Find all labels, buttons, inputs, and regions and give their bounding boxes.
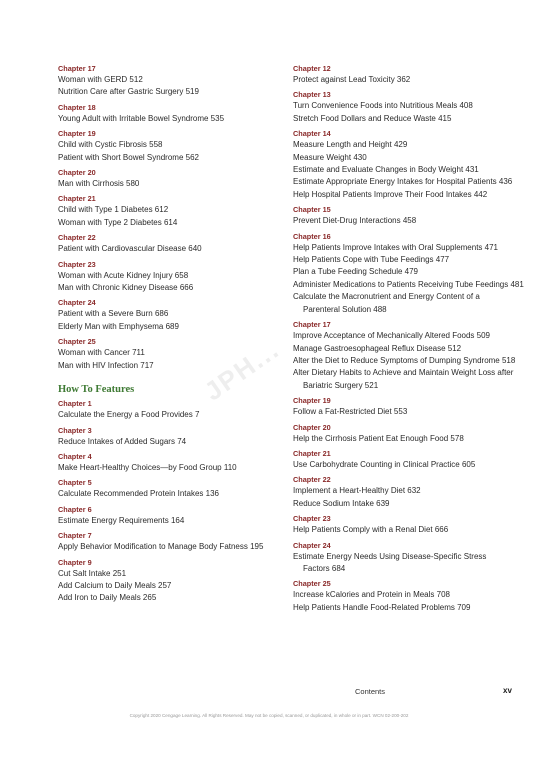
chapter-heading: Chapter 21 <box>58 194 96 204</box>
toc-entry-text: Improve Acceptance of Mechanically Altered Foods 509 <box>293 331 490 341</box>
toc-entry: Patient with Cardiovascular Disease 640 <box>58 244 202 254</box>
toc-entry <box>293 433 525 445</box>
toc-entry: Elderly Man with Emphysema 689 <box>58 321 179 331</box>
toc-entry <box>293 355 525 367</box>
toc-entry-text: Help Patients Improve Intakes with Oral Supplements 471 <box>293 242 498 252</box>
toc-entry <box>293 266 525 278</box>
toc-entry: Cut Salt Intake 251 <box>58 568 127 578</box>
chapter-heading: Chapter 19 <box>58 129 96 139</box>
toc-entry <box>293 215 525 227</box>
toc-entry-text: Help Hospital Patients Improve Their Food Intakes 442 <box>293 189 488 199</box>
toc-entry-text: Protect against Lead Toxicity 362 <box>293 75 411 84</box>
toc-entry-text: Follow a Fat-Restricted Diet 553 <box>293 407 408 417</box>
toc-entry <box>293 189 525 201</box>
toc-entry: Man with Cirrhosis 580 <box>58 179 140 189</box>
section-title: How To Features <box>58 384 135 396</box>
watermark: JPH... <box>198 333 285 407</box>
toc-entry <box>293 176 525 188</box>
toc-entry <box>293 524 525 536</box>
toc-entry-text: Administer Medications to Patients Receiving Tube Feedings 481 <box>293 279 524 289</box>
chapter-heading: Chapter 6 <box>58 504 92 514</box>
toc-entry <box>293 152 525 164</box>
toc-entry-text: Stretch Food Dollars and Reduce Waste 415 <box>293 113 452 123</box>
toc-entry: Child with Cystic Fibrosis 558 <box>58 140 163 150</box>
chapter-heading: Chapter 12 <box>293 64 331 73</box>
left-column <box>58 60 280 605</box>
toc-entry <box>293 164 525 176</box>
toc-entry <box>293 242 525 254</box>
toc-entry: Calculate the Energy a Food Provides 7 <box>58 410 200 420</box>
chapter-heading: Chapter 24 <box>58 298 96 308</box>
toc-entry: Nutrition Care after Gastric Surgery 519 <box>58 87 199 97</box>
toc-entry-continuation: Bariatric Surgery 521 <box>303 380 379 390</box>
toc-entry <box>293 291 525 316</box>
toc-entry-text: Measure Length and Height 429 <box>293 140 408 150</box>
toc-entry <box>293 139 525 151</box>
toc-entry-text: Manage Gastroesophageal Reflux Disease 512 <box>293 343 462 353</box>
toc-entry <box>293 551 525 576</box>
chapter-heading: Chapter 7 <box>58 531 92 541</box>
toc-entry: Make Heart-Healthy Choices—by Food Group 110 <box>58 462 237 472</box>
toc-entry <box>293 74 525 86</box>
chapter-heading: Chapter 22 <box>58 233 96 243</box>
chapter-heading: Chapter 24 <box>293 540 331 550</box>
toc-entry: Woman with Type 2 Diabetes 614 <box>58 217 178 227</box>
toc-entry-text: Calculate the Macronutrient and Energy Content of a <box>293 292 480 302</box>
chapter-heading: Chapter 25 <box>58 337 96 347</box>
toc-entry: Woman with Cancer 711 <box>58 348 145 358</box>
toc-entry-text: Turn Convenience Foods into Nutritious Meals 408 <box>293 101 473 111</box>
toc-entry-text: Plan a Tube Feeding Schedule 479 <box>293 267 418 277</box>
chapter-heading: Chapter 20 <box>293 422 331 432</box>
toc-entry: Woman with GERD 512 <box>58 75 143 84</box>
chapter-heading: Chapter 14 <box>293 129 331 139</box>
toc-entry <box>293 100 525 112</box>
toc-entry-text: Prevent Diet-Drug Interactions 458 <box>293 216 417 226</box>
toc-entry-text: Alter the Diet to Reduce Symptoms of Dumping Syndrome 518 <box>293 355 516 365</box>
chapter-heading: Chapter 1 <box>58 399 92 409</box>
toc-entry: Young Adult with Irritable Bowel Syndrome 535 <box>58 113 225 123</box>
toc-entry <box>293 330 525 342</box>
toc-entry: Estimate Energy Requirements 164 <box>58 515 185 525</box>
chapter-heading: Chapter 25 <box>293 579 331 589</box>
chapter-heading: Chapter 16 <box>293 231 331 241</box>
chapter-heading: Chapter 15 <box>293 205 331 215</box>
toc-entry <box>293 113 525 125</box>
chapter-heading: Chapter 17 <box>58 64 96 73</box>
chapter-heading: Chapter 19 <box>293 396 331 406</box>
chapter-heading: Chapter 4 <box>58 451 92 461</box>
toc-entry: Apply Behavior Modification to Manage Body Fatness 195 <box>58 542 264 552</box>
toc-entry <box>293 343 525 355</box>
toc-entry-text: Help Patients Comply with a Renal Diet 666 <box>293 525 449 535</box>
toc-entry: Calculate Recommended Protein Intakes 136 <box>58 489 219 499</box>
toc-entry-text: Help Patients Cope with Tube Feedings 477 <box>293 255 450 265</box>
toc-entry <box>293 254 525 266</box>
toc-entry <box>293 485 525 497</box>
chapter-heading: Chapter 3 <box>58 425 92 435</box>
toc-entry: Add Calcium to Daily Meals 257 <box>58 580 172 590</box>
toc-entry <box>293 406 525 418</box>
toc-entry: Man with Chronic Kidney Disease 666 <box>58 283 194 293</box>
toc-entry: Patient with Short Bowel Syndrome 562 <box>58 152 199 162</box>
toc-entry <box>293 459 525 471</box>
toc-entry: Patient with a Severe Burn 686 <box>58 309 169 319</box>
toc-entry: Child with Type 1 Diabetes 612 <box>58 205 169 215</box>
toc-entry-continuation: Parenteral Solution 488 <box>303 304 387 314</box>
toc-entry-text: Alter Dietary Habits to Achieve and Maintain Weight Loss after <box>293 368 514 378</box>
toc-entry: Man with HIV Infection 717 <box>58 360 154 370</box>
toc-entry-text: Help the Cirrhosis Patient Eat Enough Food 578 <box>293 433 464 443</box>
toc-entry-text: Help Patients Handle Food-Related Problems 709 <box>293 602 471 612</box>
toc-entry <box>293 279 525 291</box>
footer-label: Contents <box>355 687 386 696</box>
copyright-notice: Copyright 2020 Cengage Learning. All Rights Reserved. May not be copied, scanned, or duplicated, in whole or in part. WCN 02-200-202 <box>129 713 409 718</box>
chapter-heading: Chapter 22 <box>293 475 331 485</box>
chapter-heading: Chapter 5 <box>58 478 92 488</box>
chapter-heading: Chapter 18 <box>58 102 96 112</box>
toc-entry-text: Reduce Sodium Intake 639 <box>293 498 390 508</box>
chapter-heading: Chapter 13 <box>293 90 331 100</box>
toc-entry-text: Implement a Heart-Healthy Diet 632 <box>293 486 421 496</box>
toc-entry-continuation: Factors 684 <box>303 563 346 573</box>
toc-entry-text: Estimate and Evaluate Changes in Body Weight 431 <box>293 165 479 175</box>
toc-entry: Woman with Acute Kidney Injury 658 <box>58 270 189 280</box>
toc-entry-text: Estimate Energy Needs Using Disease-Specific Stress <box>293 551 487 561</box>
toc-entry <box>293 498 525 510</box>
toc-entry: Reduce Intakes of Added Sugars 74 <box>58 436 187 446</box>
toc-entry-text: Use Carbohydrate Counting in Clinical Practice 605 <box>293 459 476 469</box>
chapter-heading: Chapter 9 <box>58 557 92 567</box>
chapter-heading: Chapter 23 <box>293 514 331 524</box>
toc-entry-text: Estimate Appropriate Energy Intakes for Hospital Patients 436 <box>293 177 513 187</box>
toc-entry <box>293 367 525 392</box>
toc-entry: Add Iron to Daily Meals 265 <box>58 593 157 603</box>
chapter-heading: Chapter 20 <box>58 168 96 178</box>
toc-entry-text: Increase kCalories and Protein in Meals 708 <box>293 590 450 600</box>
toc-entry-text: Measure Weight 430 <box>293 152 367 162</box>
chapter-heading: Chapter 21 <box>293 448 331 458</box>
right-column <box>293 60 525 614</box>
chapter-heading: Chapter 17 <box>293 320 331 330</box>
chapter-heading: Chapter 23 <box>58 259 96 269</box>
toc-entry <box>293 602 525 614</box>
toc-entry <box>293 589 525 601</box>
page-number: xv <box>503 686 512 695</box>
